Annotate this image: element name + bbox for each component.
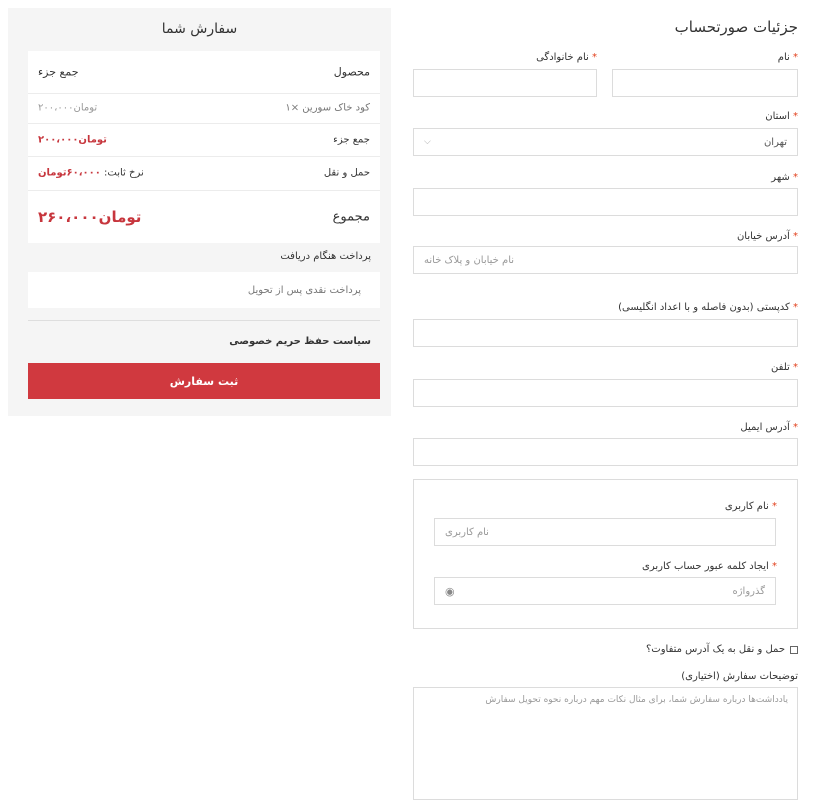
order-table-header [28, 51, 380, 94]
first-name-label [778, 52, 798, 63]
last-name-field[interactable] [413, 69, 597, 97]
payment-description: پرداخت نقدی پس از تحویل [247, 285, 361, 296]
header-subtotal: جمع جزء [38, 65, 79, 79]
state-label-text: استان [765, 111, 790, 122]
phone-field[interactable] [413, 379, 798, 407]
required-mark: * [592, 52, 597, 63]
order-title: سفارش شما [161, 21, 238, 37]
shipping-prefix: نرخ ثابت: [104, 167, 144, 179]
ship-different-address-checkbox[interactable] [790, 646, 798, 654]
postcode-label-text: کدپستی (بدون فاصله و با اعداد انگلیسی) [618, 302, 790, 313]
required-mark: * [793, 362, 798, 373]
order-table [28, 51, 380, 243]
email-label [740, 422, 798, 433]
item-price: ۲۰۰،۰۰۰تومان [38, 102, 98, 114]
city-label [771, 172, 798, 183]
required-mark: * [772, 561, 777, 572]
password-label [642, 561, 777, 572]
required-mark: * [772, 501, 777, 512]
header-product: محصول [333, 65, 370, 79]
username-placeholder: نام کاربری [445, 526, 489, 538]
billing-title: جزئیات صورتحساب [674, 18, 798, 36]
divider [28, 320, 380, 321]
username-label-text: نام کاربری [724, 501, 769, 512]
privacy-policy-link[interactable]: سیاست حفظ حریم خصوصی [229, 336, 371, 347]
place-order-button[interactable]: ثبت سفارش [28, 363, 380, 399]
total-value: ۲۶۰،۰۰۰تومان [38, 207, 142, 226]
payment-method-label[interactable]: پرداخت هنگام دریافت [280, 251, 371, 262]
phone-label [771, 362, 798, 373]
order-item-row [28, 93, 380, 124]
street-placeholder: نام خیابان و پلاک خانه [424, 254, 515, 266]
last-name-label [536, 52, 597, 63]
phone-label-text: تلفن [771, 362, 790, 373]
required-mark: * [793, 172, 798, 183]
street-label [737, 231, 798, 242]
street-label-text: آدرس خیابان [736, 231, 790, 242]
username-field[interactable] [434, 518, 776, 546]
password-label-text: ایجاد کلمه عبور حساب کاربری [642, 561, 769, 572]
postcode-label [618, 302, 798, 313]
order-notes-placeholder: یادداشت‌ها درباره سفارش شما، برای مثال نکات مهم درباره نحوه تحویل سفارش [485, 695, 788, 705]
shipping-label: حمل و نقل [323, 167, 370, 179]
required-mark: * [793, 231, 798, 242]
email-label-text: آدرس ایمیل [740, 422, 790, 433]
shipping-value: ۶۰،۰۰۰تومان [38, 167, 101, 179]
required-mark: * [793, 302, 798, 313]
shipping-rate [38, 168, 144, 179]
city-label-text: شهر [771, 172, 790, 183]
eye-icon[interactable]: ◉ [445, 584, 455, 598]
total-row [28, 190, 380, 243]
first-name-label-text: نام [777, 52, 790, 63]
chevron-down-icon: ⌵ [424, 137, 431, 147]
item-name: کود خاک سورین ×۱ [285, 102, 370, 114]
ship-different-address[interactable] [646, 644, 798, 655]
last-name-label-text: نام خانوادگی [536, 52, 589, 63]
ship-different-address-label: حمل و نقل به یک آدرس متفاوت؟ [645, 644, 785, 655]
order-notes-textarea[interactable] [413, 687, 798, 800]
password-field[interactable] [434, 577, 776, 605]
required-mark: * [793, 52, 798, 63]
subtotal-value: ۲۰۰،۰۰۰تومان [38, 134, 107, 145]
password-placeholder: گذرواژه [732, 585, 765, 597]
subtotal-row [28, 123, 380, 157]
required-mark: * [793, 111, 798, 122]
shipping-row [28, 156, 380, 191]
first-name-field[interactable] [612, 69, 798, 97]
city-field[interactable] [413, 188, 798, 216]
required-mark: * [793, 422, 798, 433]
state-label [765, 111, 798, 122]
username-label [725, 501, 777, 512]
state-value: تهران [763, 136, 787, 148]
order-notes-label: توضیحات سفارش (اختیاری) [681, 671, 798, 682]
street-field[interactable] [413, 246, 798, 274]
subtotal-label: جمع جزء [333, 134, 370, 145]
order-review-panel [8, 8, 391, 416]
email-field[interactable] [413, 438, 798, 466]
state-select[interactable] [413, 128, 798, 156]
postcode-field[interactable] [413, 319, 798, 347]
total-label: مجموع [332, 209, 370, 224]
